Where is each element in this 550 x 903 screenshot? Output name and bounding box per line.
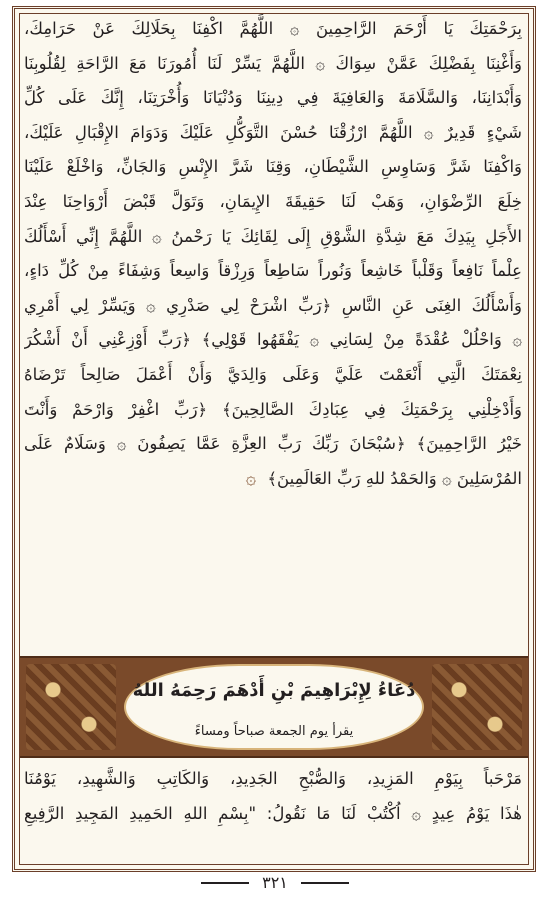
text-line: وَأَسْأَلُكَ الغِنَى عَنِ النَّاسِ ﴿رَبِّ اشْرَحْ لِي صَدْرِي ۞ وَيَسِّرْ لِي أَمْرِي: [24, 295, 522, 315]
page-number: ٣٢١: [262, 873, 288, 892]
text-line: وَأَدْخِلْنِي بِرَحْمَتِكَ فِي عِبَادِكَ الصَّالِحِينَ﴾ ﴿رَبِّ اغْفِرْ وَارْحَمْ وَأَنْتَ: [24, 399, 522, 419]
text-line: وَاكْفِنَا شَرَّ وَسَاوِسِ الشَّيْطَانِ، وَقِنَا شَرَّ الإِنْسِ وَالجَانِّ، وَاخْلَعْ عَلَيْنَا: [24, 157, 522, 177]
text-line: نِعْمَتَكَ الَّتِي أَنْعَمْتَ عَلَيَّ وَعَلَى وَالِدَيَّ وَأَنْ أَعْمَلَ صَالِحاً تَرْضَاهُ: [24, 364, 522, 384]
text-line: بِرَحْمَتِكَ يَا أَرْحَمَ الرَّاحِمِينَ ۞ اللَّهُمَّ اكْفِنَا بِحَلَالِكَ عَنْ حَرَامِكَ،: [24, 19, 522, 38]
text-line: الأَجَلِ بِيَدِكَ مَعَ شِدَّةِ الشَّوْقِ إِلَى لِقَائِكَ يَا رَحْمنُ ۞ اللَّهُمَّ إِنِّي أَسْأَلُكَ: [24, 226, 522, 246]
text-line: وَأَبْدَانِنَا، وَالسَّلَامَةَ وَالعَافِيَةَ فِي دِينِنَا وَدُنْيَانَا وَأُخْرَتِنَا، إِنَّكَ عَلَى كُلِّ: [24, 88, 522, 108]
text-line-content: المُرْسَلِينَ ۞ وَالحَمْدُ للهِ رَبِّ العَالَمِينَ﴾: [267, 468, 522, 488]
arabesque-ornament-icon: [432, 664, 522, 750]
section-title: دُعَاءُ لِإِبْرَاهِيمَ بْنِ أَدْهَمَ رَحِمَهُ اللهُ: [132, 680, 416, 701]
page-footer: [0, 872, 550, 900]
text-line: شَيْءٍ قَدِيرٌ ۞ اللَّهُمَّ ارْزُقْنَا حُسْنَ التَّوَكُّلِ عَلَيْكَ وَدَوَامَ الإِقْبَالِ عَلَيْكَ،: [24, 122, 522, 142]
end-ornament-icon: ۞: [245, 467, 257, 489]
footer-rule: [201, 882, 249, 884]
text-line: خِلَعَ الرِّضْوَانِ، وَهَبْ لَنَا حَقِيقَةَ الإِيمَانِ، وَتَوَلَّ قَبْضَ أَرْوَاحِنَا عِنْدَ: [24, 191, 522, 211]
prayer-body-text: [24, 12, 522, 496]
heading-cartouche: [124, 664, 424, 750]
text-line: عِلْماً نَافِعاً وَقَلْباً خَاشِعاً وَنُوراً سَاطِعاً وَرِزْقاً وَاسِعاً وَشِفَاءً مِنْ كُلِّ دَاءٍ،: [24, 261, 522, 281]
footer-rule: [301, 882, 349, 884]
text-line: وَأَغْنِنَا بِفَضْلِكَ عَمَّنْ سِوَاكَ ۞ اللَّهُمَّ يَسِّرْ لَنَا أُمُورَنَا مَعَ الرَّاحَةِ لِقُلُوبِنَا: [24, 53, 522, 73]
text-line: مَرْحَباً بِيَوْمِ المَزِيدِ، وَالصُّبْحِ الجَدِيدِ، وَالكَاتِبِ وَالشَّهِيدِ، يَوْمُنَا: [24, 769, 522, 788]
text-line: هٰذَا يَوْمُ عِيدٍ ۞ اُكْتُبْ لَنَا مَا نَقُولُ: "بِسْمِ اللهِ الحَمِيدِ المَجِيدِ الرَّفِيعِ: [24, 803, 522, 823]
section-subtitle: يقرأ يوم الجمعة صباحاً ومساءً: [194, 724, 354, 739]
text-line: خَيْرُ الرَّاحِمِينَ﴾ ﴿سُبْحَانَ رَبِّكَ رَبِّ العِزَّةِ عَمَّا يَصِفُونَ ۞ وَسَلَامٌ عَلَى: [24, 434, 522, 454]
text-line: ۞ وَاحْلُلْ عُقْدَةً مِنْ لِسَانِي ۞ يَفْقَهُوا قَوْلِي﴾ ﴿رَبِّ أَوْزِعْنِي أَنْ أَشْكُرَ: [24, 330, 522, 350]
text-line-last: [24, 462, 522, 497]
next-prayer-text: [24, 762, 522, 831]
arabesque-ornament-icon: [26, 664, 116, 750]
section-heading-banner: [20, 656, 528, 758]
